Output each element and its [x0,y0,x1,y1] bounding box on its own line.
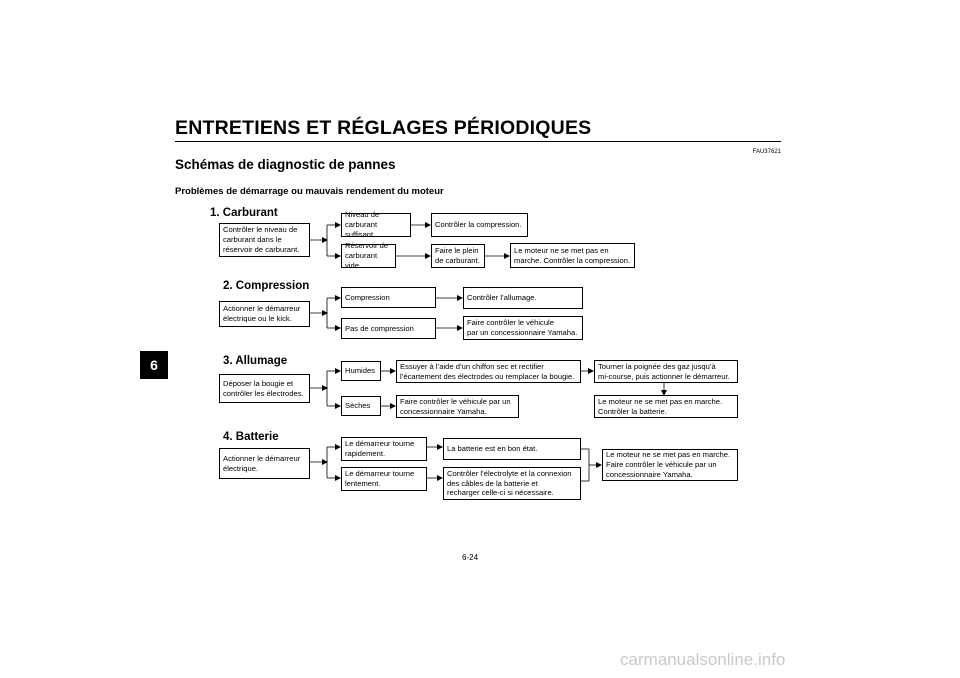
compression-condition-ok: Compression [341,287,436,308]
chapter-tab: 6 [140,351,168,379]
batterie-result: Le moteur ne se met pas en marche. Faire contrôler le véhicule par un concessionnaire Yamaha. [602,449,738,481]
allumage-step-essuyer: Essuyer à l’aide d’un chiffon sec et rectifier l’écartement des électrodes ou remplacer la bougie. [396,360,581,383]
batterie-condition-lent: Le démarreur tourne lentement. [341,467,427,491]
allumage-step-gaz: Tourner la poignée des gaz jusqu’à mi-course, puis actionner le démarreur. [594,360,738,383]
batterie-step-ok: La batterie est en bon état. [443,438,581,460]
section-title: Schémas de diagnostic de pannes [175,157,396,172]
carburant-step-compression: Contrôler la compression. [431,213,528,237]
carburant-condition-suffisant: Niveau de carburant suffisant [341,213,411,237]
page-title: ENTRETIENS ET RÉGLAGES PÉRIODIQUES [175,117,592,139]
compression-step-allumage: Contrôler l’allumage. [463,287,583,309]
allumage-followup: Le moteur ne se met pas en marche. Contrôler la batterie. [594,395,738,418]
batterie-start-box: Actionner le démarreur électrique. [219,448,310,479]
batterie-condition-rapide: Le démarreur tourne rapidement. [341,437,427,461]
chart-title-carburant: 1. Carburant [210,207,278,219]
watermark: carmanualsonline.info [620,650,786,669]
chart-title-compression: 2. Compression [223,280,310,292]
allumage-condition-seches: Sèches [341,396,381,416]
compression-start-box: Actionner le démarreur électrique ou le kick. [219,301,310,327]
subtitle: Problèmes de démarrage ou mauvais rendement du moteur [175,186,444,197]
chart-title-allumage: 3. Allumage [223,355,288,367]
carburant-start-box: Contrôler le niveau de carburant dans le réservoir de carburant. [219,223,310,257]
document-code: FAU37621 [752,149,781,155]
chart-title-batterie: 4. Batterie [223,431,279,443]
carburant-condition-vide: Réservoir de carburant vide [341,244,396,268]
carburant-step-result: Le moteur ne se met pas en marche. Contrôler la compression. [510,243,635,268]
compression-step-yamaha: Faire contrôler le véhicule par un concessionnaire Yamaha. [463,316,583,340]
allumage-start-box: Déposer la bougie et contrôler les électrodes. [219,374,310,403]
allumage-condition-humides: Humides [341,361,381,381]
carburant-step-plein: Faire le plein de carburant. [431,244,485,268]
batterie-step-electrolyte: Contrôler l’électrolyte et la connexion des câbles de la batterie et recharger celle-ci si nécessaire. [443,467,581,500]
compression-condition-none: Pas de compression [341,318,436,339]
page-number: 6-24 [462,553,479,562]
allumage-step-yamaha: Faire contrôler le véhicule par un concessionnaire Yamaha. [396,395,519,418]
